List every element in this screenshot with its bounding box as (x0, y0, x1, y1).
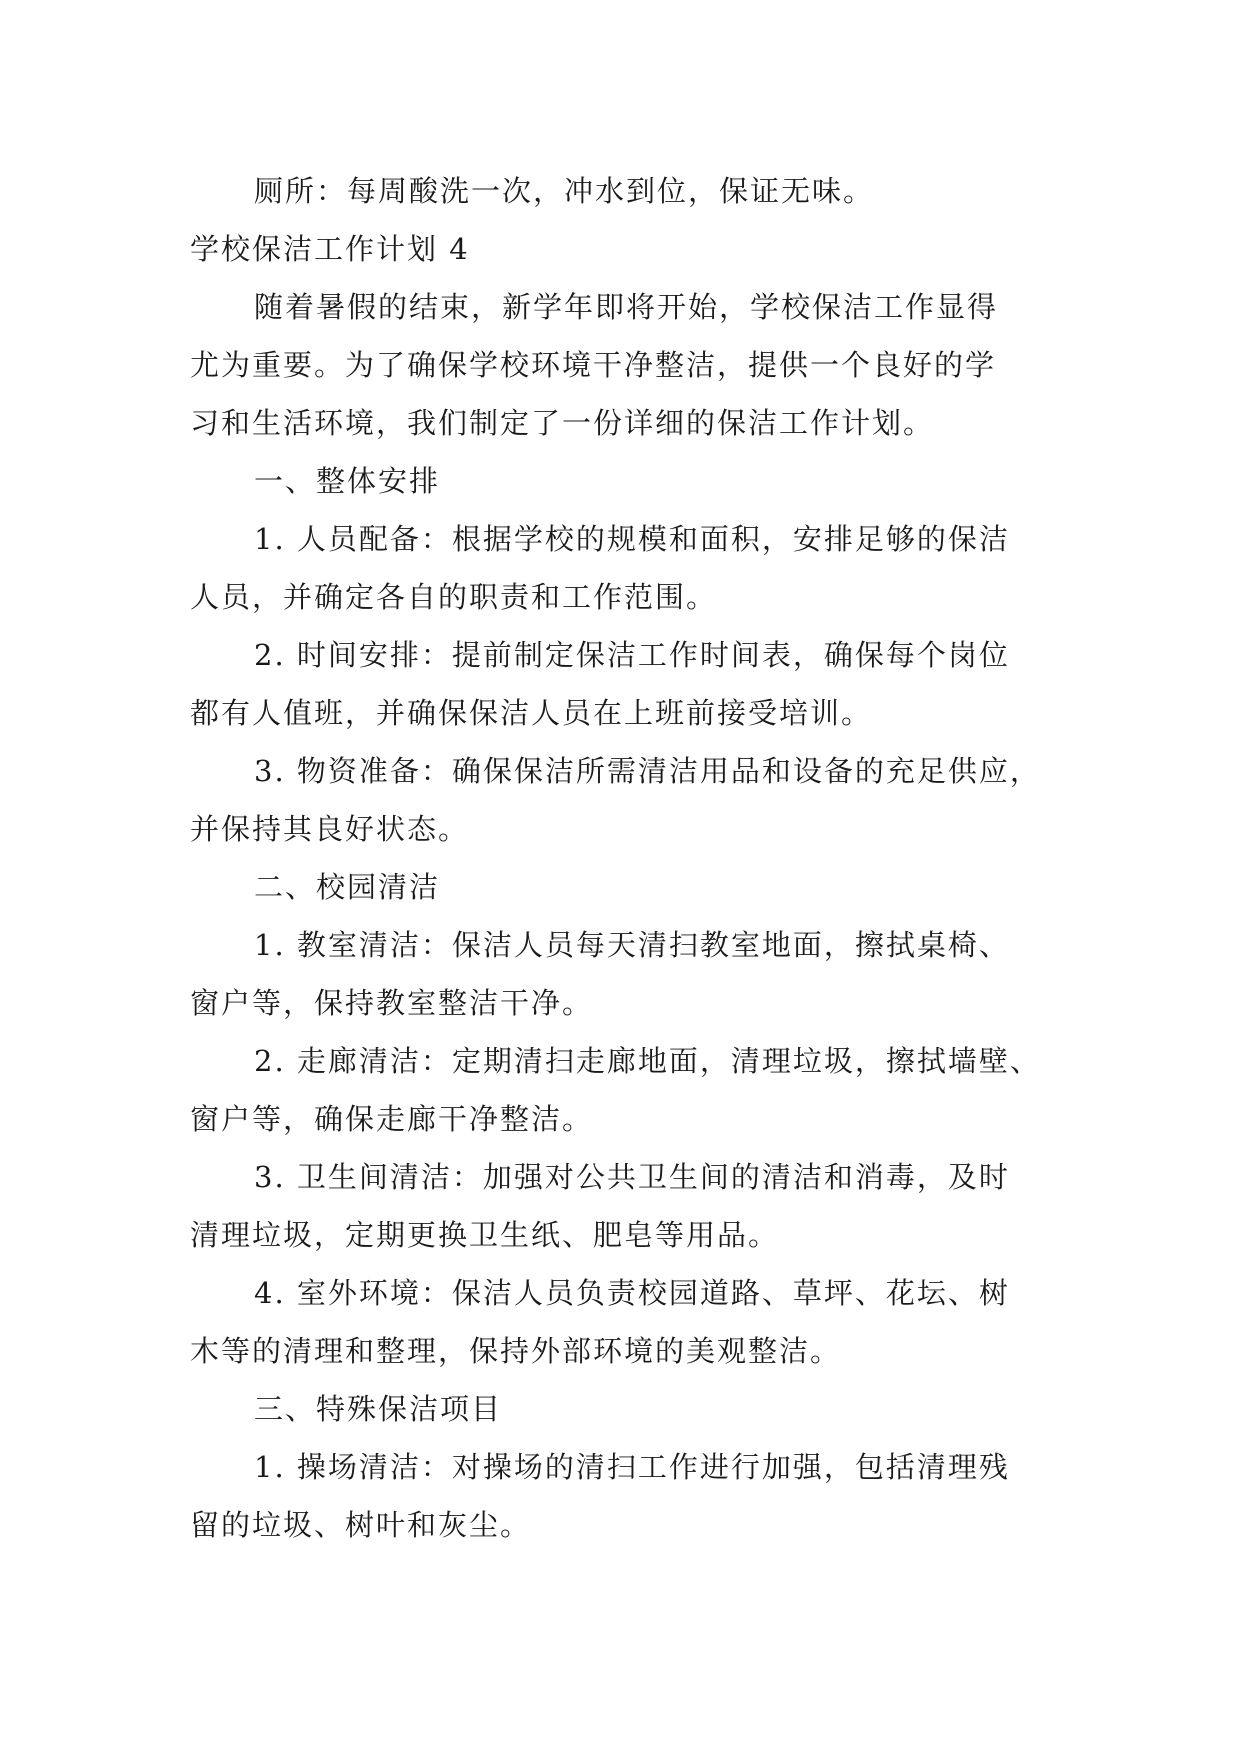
text-line: 尤为重要。为了确保学校环境干净整洁，提供一个良好的学 (190, 348, 997, 382)
text-line: 三、特殊保洁项目 (254, 1392, 503, 1426)
text-line: 1. 教室清洁：保洁人员每天清扫教室地面，擦拭桌椅、 (254, 928, 1010, 962)
text-line: 清理垃圾，定期更换卫生纸、肥皂等用品。 (190, 1218, 780, 1252)
text-line: 1. 人员配备：根据学校的规模和面积，安排足够的保洁 (254, 522, 1010, 556)
text-line: 学校保洁工作计划 4 (190, 232, 470, 266)
text-line: 2. 时间安排：提前制定保洁工作时间表，确保每个岗位 (254, 638, 1010, 672)
text-line: 并保持其良好状态。 (190, 812, 470, 846)
document-body (190, 162, 1050, 1554)
text-line: 留的垃圾、树叶和灰尘。 (190, 1508, 532, 1542)
text-line: 木等的清理和整理，保持外部环境的美观整洁。 (190, 1334, 842, 1368)
text-line: 二、校园清洁 (254, 870, 441, 904)
text-line: 习和生活环境，我们制定了一份详细的保洁工作计划。 (190, 406, 935, 440)
text-line: 厕所：每周酸洗一次，冲水到位，保证无味。 (254, 174, 875, 208)
text-line: 一、整体安排 (254, 464, 441, 498)
text-line: 3. 物资准备：确保保洁所需清洁用品和设备的充足供应， (254, 754, 1041, 788)
text-line: 窗户等，确保走廊干净整洁。 (190, 1102, 594, 1136)
text-line: 人员，并确定各自的职责和工作范围。 (190, 580, 718, 614)
text-line: 随着暑假的结束，新学年即将开始，学校保洁工作显得 (254, 290, 999, 324)
text-line: 4. 室外环境：保洁人员负责校园道路、草坪、花坛、树 (254, 1276, 1010, 1310)
text-line: 2. 走廊清洁：定期清扫走廊地面，清理垃圾，擦拭墙壁、 (254, 1044, 1041, 1078)
text-line: 3. 卫生间清洁：加强对公共卫生间的清洁和消毒，及时 (254, 1160, 1010, 1194)
text-line: 1. 操场清洁：对操场的清扫工作进行加强，包括清理残 (254, 1450, 1010, 1484)
text-line: 窗户等，保持教室整洁干净。 (190, 986, 594, 1020)
text-line: 都有人值班，并确保保洁人员在上班前接受培训。 (190, 696, 873, 730)
